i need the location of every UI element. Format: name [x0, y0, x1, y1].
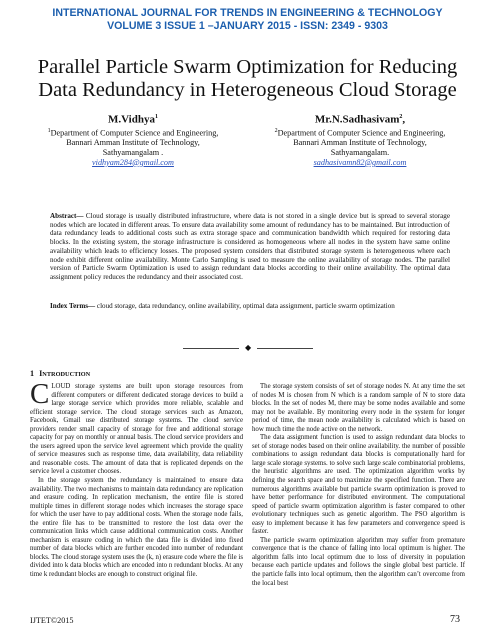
section-heading	[30, 369, 90, 378]
author-name	[260, 110, 460, 127]
author-department	[260, 127, 460, 139]
abstract-text: Cloud storage is usually distributed infrastructure, where data is not stored in a single device but is spread to several storage nodes which are located in different areas. To ensure data availability some amount of redundancy has to be maintained. But introduction of data redundancy leads to additional costs such as extra storage space and communication bandwidth which required for restoring data blocks. In the existing system, the storage infrastructure is considered as homogeneous where all nodes in the system have same online availability which leads to efficiency losses. The proposed system considers that distributed storage system is heterogeneous where each node exhibit different online availability. Monte Carlo Sampling is used to measure the online availability of storage nodes. The parallel version of Particle Swarm Optimization is used to assign redundant data blocks according to their online availability. The optimal data assignment policy reduces the redundancy and their associated cost.	[50, 212, 450, 281]
paragraph: The particle swarm optimization algorithm may suffer from premature convergence that is the chance of falling into local optimum is higher. The algorithm falls into local optimum due to loss of diversity in population because each particle updates and follows the single global best particle. If the particle falls into local optimum, then the algorithm can’t overcome from the local best	[252, 536, 465, 587]
left-column	[30, 378, 243, 580]
drop-cap: C	[30, 378, 50, 410]
author-block-2	[260, 110, 460, 168]
paragraph: The data assignment function is used to assign redundant data blocks to set of storage nodes based on their online availability. the number of possible combinations to assign redundant data blocks is computationally hard for large scale storage systems. to solve such large scale combinatorial problems, the heuristic algorithms are used. The optimization algorithm works by defining the search space and to maximize the specified function. There are numerous algorithms available but particle swarm optimization is proved to have better performance for distributed environment. The computational speed of particle swarm optimization algorithm is faster compared to other evolutionary techniques such as genetic algorithm. The PSO algorithm is easy to implement because it has few parameters and convergence speed is faster.	[252, 434, 465, 536]
author-email-link[interactable]: sadhasivamn82@gmail.com	[313, 157, 407, 167]
section-number: 1	[30, 369, 35, 378]
paragraph	[30, 378, 243, 477]
section-title-initial: I	[39, 369, 43, 378]
abstract-label: Abstract—	[50, 212, 84, 220]
author-institution: Bannari Amman Institute of Technology,	[66, 138, 200, 148]
author-name-suffix: ,	[402, 113, 406, 126]
journal-name: INTERNATIONAL JOURNAL FOR TRENDS IN ENGINEERING & TECHNOLOGY	[52, 7, 443, 19]
author-block-1	[38, 110, 228, 168]
abstract	[50, 212, 450, 282]
paper-title: Parallel Particle Swarm Optimization for Reducing Data Redundancy in Heterogeneous Cloud Storage	[37, 56, 458, 101]
author-institution: Bannari Amman Institute of Technology,	[293, 138, 427, 148]
footer-copyright: IJTET©2015	[30, 616, 74, 625]
department-text: Department of Computer Science and Engineering,	[277, 128, 446, 138]
divider-line-right	[257, 348, 313, 349]
section-divider	[183, 344, 313, 352]
author-name-text: M.Vidhya	[108, 113, 155, 126]
divider-line-left	[183, 348, 239, 349]
affiliation-superscript: 1	[47, 127, 51, 134]
page-number: 73	[450, 614, 460, 625]
author-name-text: Mr.N.Sadhasivam	[314, 113, 400, 126]
paragraph: The storage system consists of set of storage nodes N. At any time the set of nodes M is chosen from N which is a random sample of N to store data blocks. In the set of nodes M, there may be some nodes available and some may not be available. By monitoring every node in the system for longer period of time, the mean node availability is calculated which is based on how much time the node active on the network.	[252, 383, 465, 433]
journal-issue: VOLUME 3 ISSUE 1 –JANUARY 2015 - ISSN: 2349 - 9303	[107, 20, 388, 32]
author-city: Sathyamangalam.	[330, 147, 390, 157]
author-city: Sathyamangalam .	[102, 147, 164, 157]
index-terms	[50, 302, 450, 311]
section-title-rest: NTRODUCTION	[42, 371, 91, 378]
author-department	[38, 127, 228, 139]
right-column	[252, 383, 465, 588]
paragraph-text: LOUD storage systems are built upon storage resources from different computers or different dedicated storage devices to build a large storage service which provides more reliable, scalable and efficient storage service. The cloud storage services such as Amazon, Facebook, Gmail use distributed storage systems. The cloud service providers render small capacity of storage for free and additional storage capacity for pay on monthly or annual basis. The cloud service providers and the users agreed upon the service level agreement which provide the quality of service measures such as response time, data availability, data reliability and reasonable costs. The amount of data that is replicated depends on the service level a customer chooses.	[30, 383, 243, 476]
diamond-icon: ◆	[245, 343, 252, 352]
author-email-link[interactable]: vidhyam284@gmail.com	[92, 157, 174, 167]
index-terms-text: cloud storage, data redundancy, online availability, optimal data assignment, particle swarm optimization	[95, 302, 395, 310]
department-text: Department of Computer Science and Engineering,	[50, 128, 219, 138]
paragraph: In the storage system the redundancy is maintained to ensure data availability. The two mechanisms to maintain data redundancy are replication and erasure coding. In replication mechanism, the entire file is stored multiple times in different storage nodes which increases the storage space for which the user have to pay additional costs. When the storage node fails, the entire file has to be transmitted to restore the lost data over the communication links which cause additional communication costs. Another mechanism is erasure coding in which the data file is divided into fixed number of data blocks which are further encoded into number of redundant blocks. The cloud storage system uses the (k, n) erasure code where the file is divided into k data blocks which are encoded into n redundant blocks. At any time k redundant blocks are enough to construct original file.	[30, 477, 243, 579]
affiliation-superscript: 2	[274, 127, 278, 134]
index-terms-label: Index Terms—	[50, 302, 96, 310]
journal-header	[0, 7, 495, 33]
author-name	[38, 110, 228, 127]
author-superscript: 1	[154, 114, 158, 120]
author-superscript: 2	[399, 114, 403, 120]
